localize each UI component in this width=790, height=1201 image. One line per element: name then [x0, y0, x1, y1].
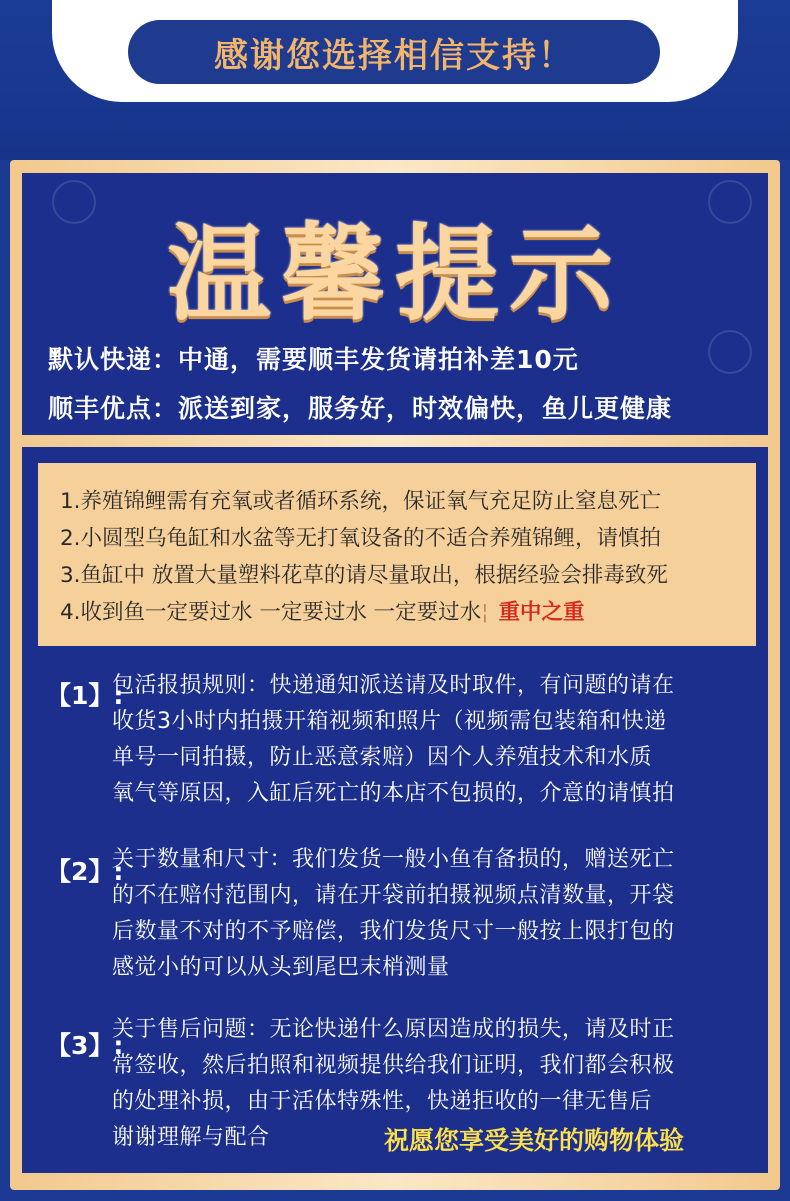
- page-title: 温馨提示: [166, 213, 623, 335]
- rule-line: 氧气等原因，入缸后死亡的本店不包损的，介意的请慎拍: [112, 781, 675, 806]
- sf-express-advantages: 顺丰优点：派送到家，服务好，时效偏快，鱼儿更健康: [48, 394, 673, 423]
- rule-line: 收货3小时内拍摄开箱视频和照片（视频需包装箱和快递: [112, 709, 667, 734]
- rule-line: 谢谢理解与配合: [112, 1125, 270, 1150]
- rule-body: [112, 668, 752, 812]
- separator: ¦: [481, 600, 489, 625]
- rule-body: [112, 842, 752, 986]
- notice-item: 1.养殖锦鲤需有充氧或者循环系统，保证氧气充足防止窒息死亡: [60, 489, 662, 514]
- notice-item: 3.鱼缸中 放置大量塑料花草的请尽量取出，根据经验会排毒致死: [60, 563, 668, 588]
- rule-label: 【3】:: [46, 1031, 124, 1060]
- rule-line: 关于数量和尺寸：我们发货一般小鱼有备损的，赠送死亡: [112, 847, 675, 872]
- notice-item-text: 4.收到鱼一定要过水 一定要过水 一定要过水: [60, 600, 482, 625]
- rule-line: 单号一同拍摄，防止恶意索赔）因个人养殖技术和水质: [112, 745, 653, 770]
- notice-item: 2.小圆型乌龟缸和水盆等无打氧设备的不适合养殖锦鲤，请慎拍: [60, 526, 662, 551]
- notice-emphasis: 重中之重: [498, 600, 585, 625]
- rule-line: 的不在赔付范围内，请在开袋前拍摄视频点清数量，开袋: [112, 883, 675, 908]
- rule-label: 【1】:: [46, 681, 124, 710]
- rule-line: 感觉小的可以从头到尾巴末梢测量: [112, 955, 450, 980]
- thanks-banner: 感谢您选择相信支持！: [128, 20, 660, 84]
- default-courier-note: 默认快递：中通，需要顺丰发货请拍补差10元: [48, 345, 579, 374]
- closing-message: 祝愿您享受美好的购物体验: [384, 1126, 685, 1155]
- rule-line: 关于售后问题：无论快递什么原因造成的损失，请及时正: [112, 1017, 675, 1042]
- rule-line: 的处理补损，由于活体特殊性，快递拒收的一律无售后: [112, 1089, 653, 1114]
- rule-line: 常签收，然后拍照和视频提供给我们证明，我们都会积极: [112, 1053, 675, 1078]
- rule-line: 后数量不对的不予赔偿，我们发货尺寸一般按上限打包的: [112, 919, 675, 944]
- rule-label: 【2】:: [46, 857, 124, 886]
- rule-line: 包活报损规则：快递通知派送请及时取件，有问题的请在: [112, 673, 675, 698]
- notice-item: [60, 595, 584, 626]
